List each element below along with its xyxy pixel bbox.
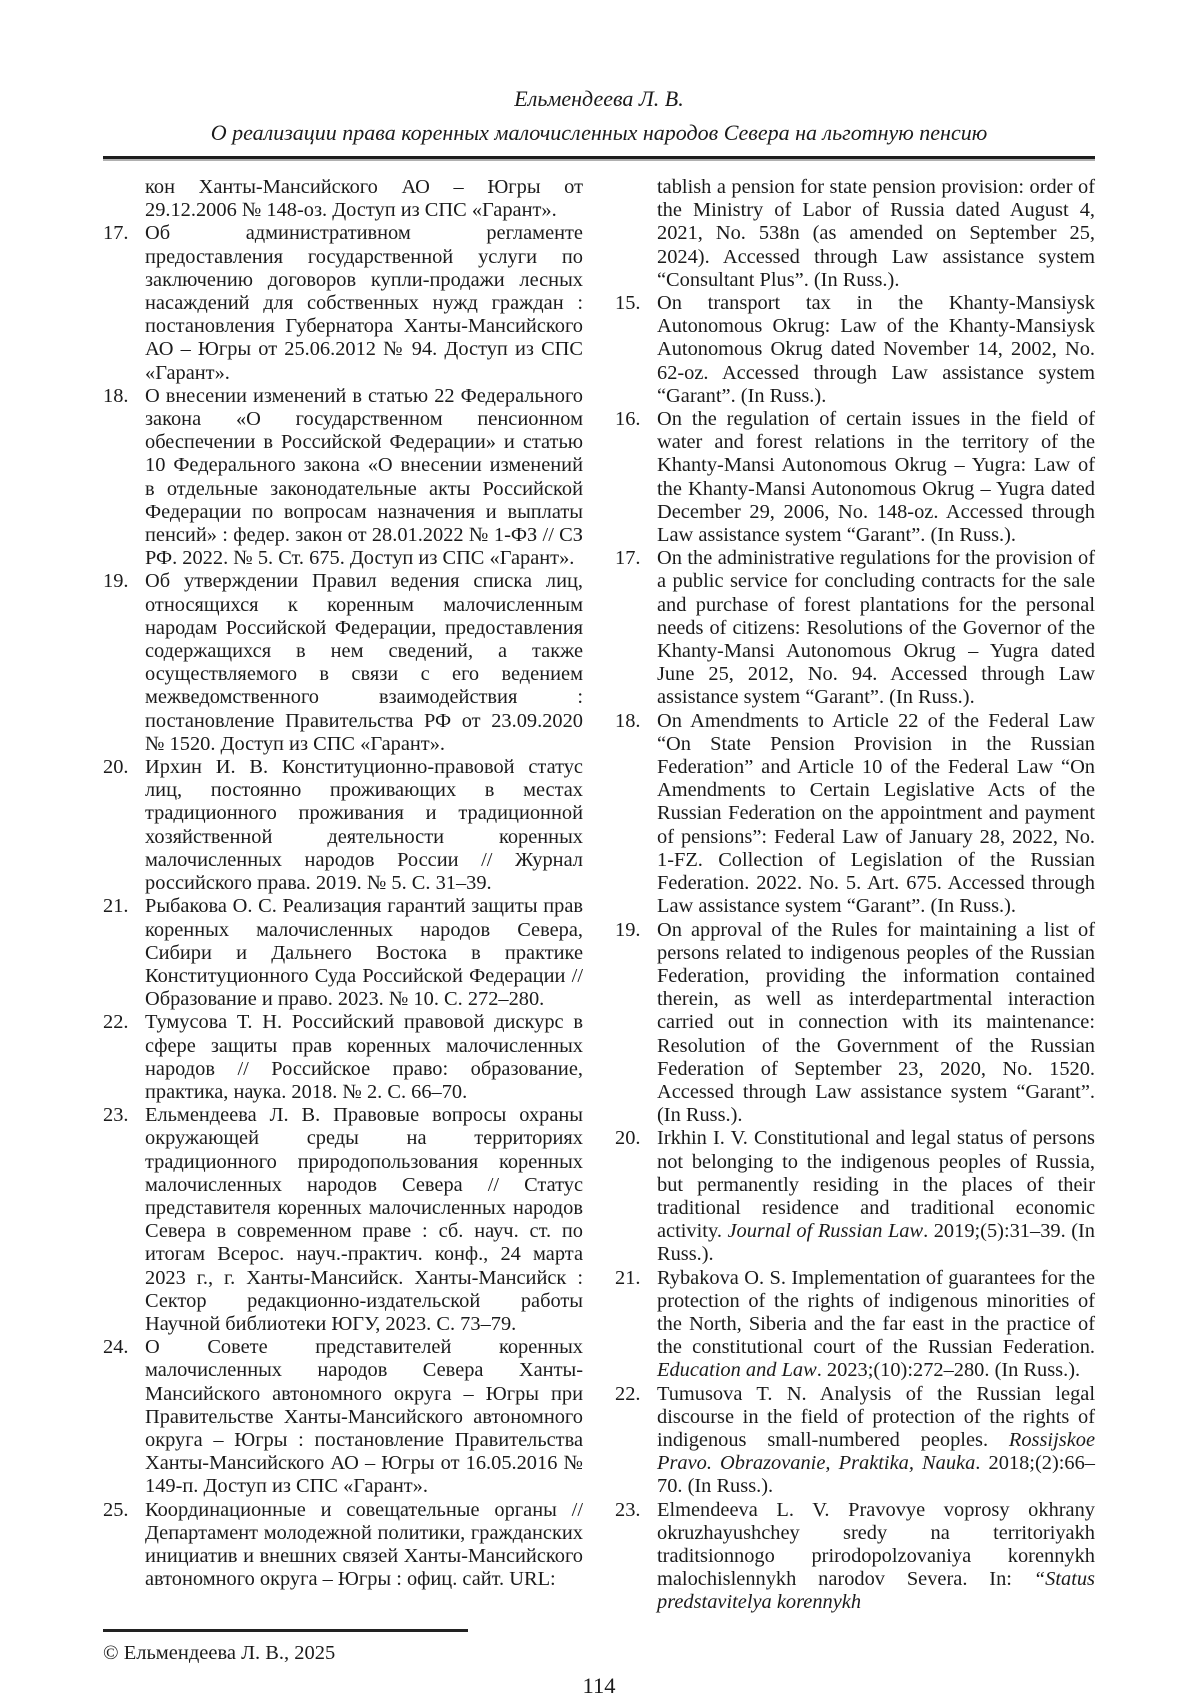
reference-text: . 2018;(2):66–70. (In Russ.).	[657, 1452, 1095, 1498]
reference-item	[615, 547, 1095, 709]
reference-item	[103, 1336, 583, 1498]
reference-text: Tumusova T. N. Analysis of the Russian legal discourse in the field of protection of the rights of indigenous small-numbered peoples.	[657, 1382, 1095, 1451]
reference-text: On transport tax in the Khanty-Mansiysk Autonomous Okrug: Law of the Khanty-Mansiysk Autonomous Okrug dated November 14, 2002, No. 62-oz. Accessed through Law assistance system “Garant”. (In Russ.).	[657, 292, 1095, 407]
reference-text: кон Ханты-Мансийского АО – Югры от 29.12.2006 № 148-оз. Доступ из СПС «Гарант».	[145, 176, 583, 222]
reference-text: . 2019;(5):31–39. (In Russ.).	[657, 1220, 1095, 1266]
reference-item	[103, 1104, 583, 1336]
reference-text: Тумусова Т. Н. Российский правовой дискурс в сфере защиты прав коренных малочисленных народов // Российское право: образование, практика, наука. 2018. № 2. С. 66–70.	[145, 1011, 583, 1103]
references-column-russian	[103, 176, 583, 1591]
reference-item	[615, 919, 1095, 1128]
reference-item	[103, 176, 583, 222]
header-rule	[103, 156, 1095, 159]
reference-number: 22.	[103, 1011, 129, 1034]
page-content	[103, 86, 1095, 1697]
reference-number: 20.	[615, 1127, 641, 1150]
running-head-title: О реализации права коренных малочисленных народов Севера на льготную пенсию	[210, 120, 988, 145]
reference-item	[615, 710, 1095, 919]
reference-text: . 2023;(10):272–280. (In Russ.).	[816, 1359, 1081, 1382]
copyright-note: © Ельмендеева Л. В., 2025	[103, 1641, 336, 1664]
reference-number: 16.	[615, 408, 641, 431]
reference-text: Ирхин И. В. Конституционно-правовой статус лиц, постоянно проживающих в местах традиционного проживания и традиционной хозяйственной деятельности коренных малочисленных народов России // Журнал российского права. 2019. № 5. С. 31–39.	[145, 756, 583, 895]
reference-text: Об административном регламенте предоставления государственной услуги по заключению договоров купли-продажи лесных насаждений для собственных нужд граждан : постановления Губернатора Ханты-Мансийского АО – Югры от 25.06.2012 № 94. Доступ из СПС «Гарант».	[145, 222, 583, 384]
reference-number: 18.	[103, 384, 129, 407]
reference-item	[615, 176, 1095, 292]
reference-item	[103, 1011, 583, 1104]
reference-text-italic: Education and Law	[657, 1359, 817, 1382]
reference-text-italic: Journal of Russian Law	[727, 1220, 924, 1243]
reference-item	[615, 1127, 1095, 1266]
reference-item	[615, 1499, 1095, 1615]
reference-item	[615, 408, 1095, 547]
reference-text: Rybakova O. S. Implementation of guarantees for the protection of the rights of indigenous minorities of the North, Siberia and the far east in the practice of the constitutional court of the Russian Federation.	[657, 1266, 1095, 1359]
reference-item	[615, 1383, 1095, 1499]
footnote-rule	[103, 1629, 468, 1632]
reference-number: 25.	[103, 1498, 129, 1521]
reference-number: 17.	[615, 547, 641, 570]
reference-number: 21.	[615, 1266, 641, 1289]
reference-text: Elmendeeva L. V. Pravovye voprosy okhrany okruzhayushchey sredy na territoriyakh traditsionnogo prirodopolzovaniya korennykh malochislennykh narodov Severa. In:	[657, 1498, 1095, 1591]
reference-number: 18.	[615, 709, 641, 732]
reference-item	[103, 1499, 583, 1592]
reference-item	[103, 756, 583, 895]
references-columns	[103, 176, 1095, 1615]
reference-number: 22.	[615, 1382, 641, 1405]
reference-number: 21.	[103, 895, 129, 918]
reference-number: 24.	[103, 1336, 129, 1359]
reference-number: 20.	[103, 756, 129, 779]
reference-text-italic: “Status predstavitelya korennykh	[657, 1568, 1095, 1614]
reference-number: 17.	[103, 222, 129, 245]
reference-number: 19.	[615, 918, 641, 941]
reference-text: Координационные и совещательные органы // Департамент молодежной политики, гражданских инициатив и внешних связей Ханты-Мансийского автономного округа – Югры : офиц. сайт. URL:	[145, 1498, 583, 1591]
reference-number: 23.	[103, 1104, 129, 1127]
reference-text: Ельмендеева Л. В. Правовые вопросы охраны окружающей среды на территориях традиционного природопользования коренных малочисленных народов Севера // Статус представителя коренных малочисленных народов Севера в современном праве : сб. науч. ст. по итогам Всерос. науч.-практич. конф., 24 марта 2023 г., г. Ханты-Мансийск. Ханты-Мансийск : Сектор редакционно-издательской работы Научной библиотеки ЮГУ, 2023. С. 73–79.	[145, 1104, 583, 1335]
references-column-english	[615, 176, 1095, 1615]
reference-text-italic: Rossijskoe Pravo. Obrazovanie, Praktika, Nauka	[657, 1428, 1095, 1475]
reference-text: О внесении изменений в статью 22 Федерального закона «О государственном пенсионном обеспечении в Российской Федерации» и статью 10 Федерального закона «О внесении изменений в отдельные законодательные акты Российской Федерации по вопросам назначения и выплаты пенсий» : федер. закон от 28.01.2022 № 1-ФЗ // СЗ РФ. 2022. № 5. Ст. 675. Доступ из СПС «Гарант».	[145, 384, 583, 570]
reference-text: tablish a pension for state pension provision: order of the Ministry of Labor of Russia dated August 4, 2021, No. 538n (as amended on September 25, 2024). Accessed through Law assistance system “Consultant Plus”. (In Russ.).	[657, 176, 1095, 291]
reference-item	[615, 292, 1095, 408]
reference-number: 19.	[103, 570, 129, 593]
reference-text: Рыбакова О. С. Реализация гарантий защиты прав коренных малочисленных народов Севера, Сибири и Дальнего Востока в практике Конституционного Суда Российской Федерации // Образование и право. 2023. № 10. С. 272–280.	[145, 895, 583, 1011]
reference-text: Irkhin I. V. Constitutional and legal status of persons not belonging to the indigenous peoples of Russia, but permanently residing in the places of their traditional residence and traditional economic activity.	[657, 1127, 1095, 1243]
reference-text: Об утверждении Правил ведения списка лиц, относящихся к коренным малочисленным народам Российской Федерации, предоставления содержащихся в нем сведений, а также осуществляемого в связи с его ведением межведомственного взаимодействия : постановление Правительства РФ от 23.09.2020 № 1520. Доступ из СПС «Гарант».	[145, 570, 583, 755]
reference-item	[103, 385, 583, 571]
reference-text: On the administrative regulations for the provision of a public service for concluding contracts for the sale and purchase of forest plantations for the personal needs of citizens: Resolutions of the Governor of the Khanty-Mansi Autonomous Okrug – Yugra dated June 25, 2012, No. 94. Accessed through Law assistance system “Garant”. (In Russ.).	[657, 547, 1095, 709]
reference-item	[615, 1267, 1095, 1383]
page-number: 114	[582, 1672, 616, 1697]
running-head-author: Ельмендеева Л. В.	[514, 86, 684, 111]
reference-text: On the regulation of certain issues in the field of water and forest relations in the territory of the Khanty-Mansi Autonomous Okrug – Yugra: Law of the Khanty-Mansi Autonomous Okrug – Yugra dated December 29, 2006, No. 148-oz. Accessed through Law assistance system “Garant”. (In Russ.).	[657, 408, 1095, 547]
reference-text: On approval of the Rules for maintaining a list of persons related to indigenous peoples of the Russian Federation, providing the information contained therein, as well as interdepartmental interaction carried out in connection with its maintenance: Resolution of the Government of the Russian Federation of September 23, 2020, No. 1520. Accessed through Law assistance system “Garant”. (In Russ.).	[657, 918, 1095, 1127]
reference-text: On Amendments to Article 22 of the Federal Law “On State Pension Provision in the Russian Federation” and Article 10 of the Federal Law “On Amendments to Certain Legislative Acts of the Russian Federation on the appointment and payment of pensions”: Federal Law of January 28, 2022, No. 1-FZ. Collection of Legislation of the Russian Federation. 2022. No. 5. Art. 675. Accessed through Law assistance system “Garant”. (In Russ.).	[657, 709, 1095, 918]
reference-number: 15.	[615, 292, 641, 315]
reference-item	[103, 222, 583, 384]
reference-item	[103, 570, 583, 756]
reference-text: О Совете представителей коренных малочисленных народов Севера Ханты-Мансийского автономного округа – Югры при Правительстве Ханты-Мансийского автономного округа – Югры : постановление Правительства Ханты-Мансийского АО – Югры от 16.05.2016 № 149-п. Доступ из СПС «Гарант».	[145, 1336, 583, 1498]
reference-item	[103, 895, 583, 1011]
reference-number: 23.	[615, 1498, 641, 1521]
